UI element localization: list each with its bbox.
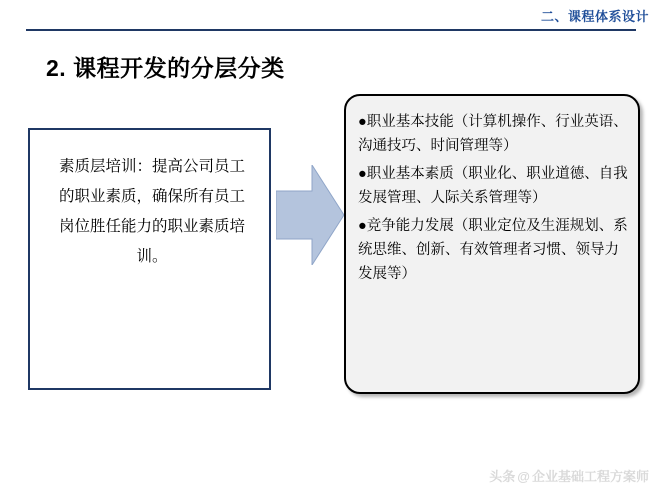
slide-header [0, 0, 663, 30]
right-arrow-icon [276, 165, 344, 265]
list-item: ●职业基本素质（职业化、职业道德、自我发展管理、人际关系管理等） [358, 166, 628, 206]
list-item: ●职业基本技能（计算机操作、行业英语、沟通技巧、时间管理等） [358, 114, 628, 154]
watermark-source: 头条 [489, 469, 516, 484]
watermark-author: 企业基础工程方案师 [531, 469, 649, 484]
quality-training-box [28, 128, 271, 390]
page-title: 2. 课程开发的分层分类 [46, 55, 285, 81]
training-content-box [344, 94, 640, 394]
list-item: ●竞争能力发展（职业定位及生涯规划、系统思维、创新、有效管理者习惯、领导力发展等） [358, 218, 628, 282]
header-divider [26, 29, 636, 31]
quality-training-text: 素质层培训：提高公司员工的职业素质，确保所有员工岗位胜任能力的职业素质培训。 [58, 158, 245, 265]
section-title: 二、课程体系设计 [540, 9, 649, 24]
training-content-list [358, 110, 628, 290]
watermark [489, 466, 649, 485]
watermark-separator: @ [517, 469, 530, 484]
